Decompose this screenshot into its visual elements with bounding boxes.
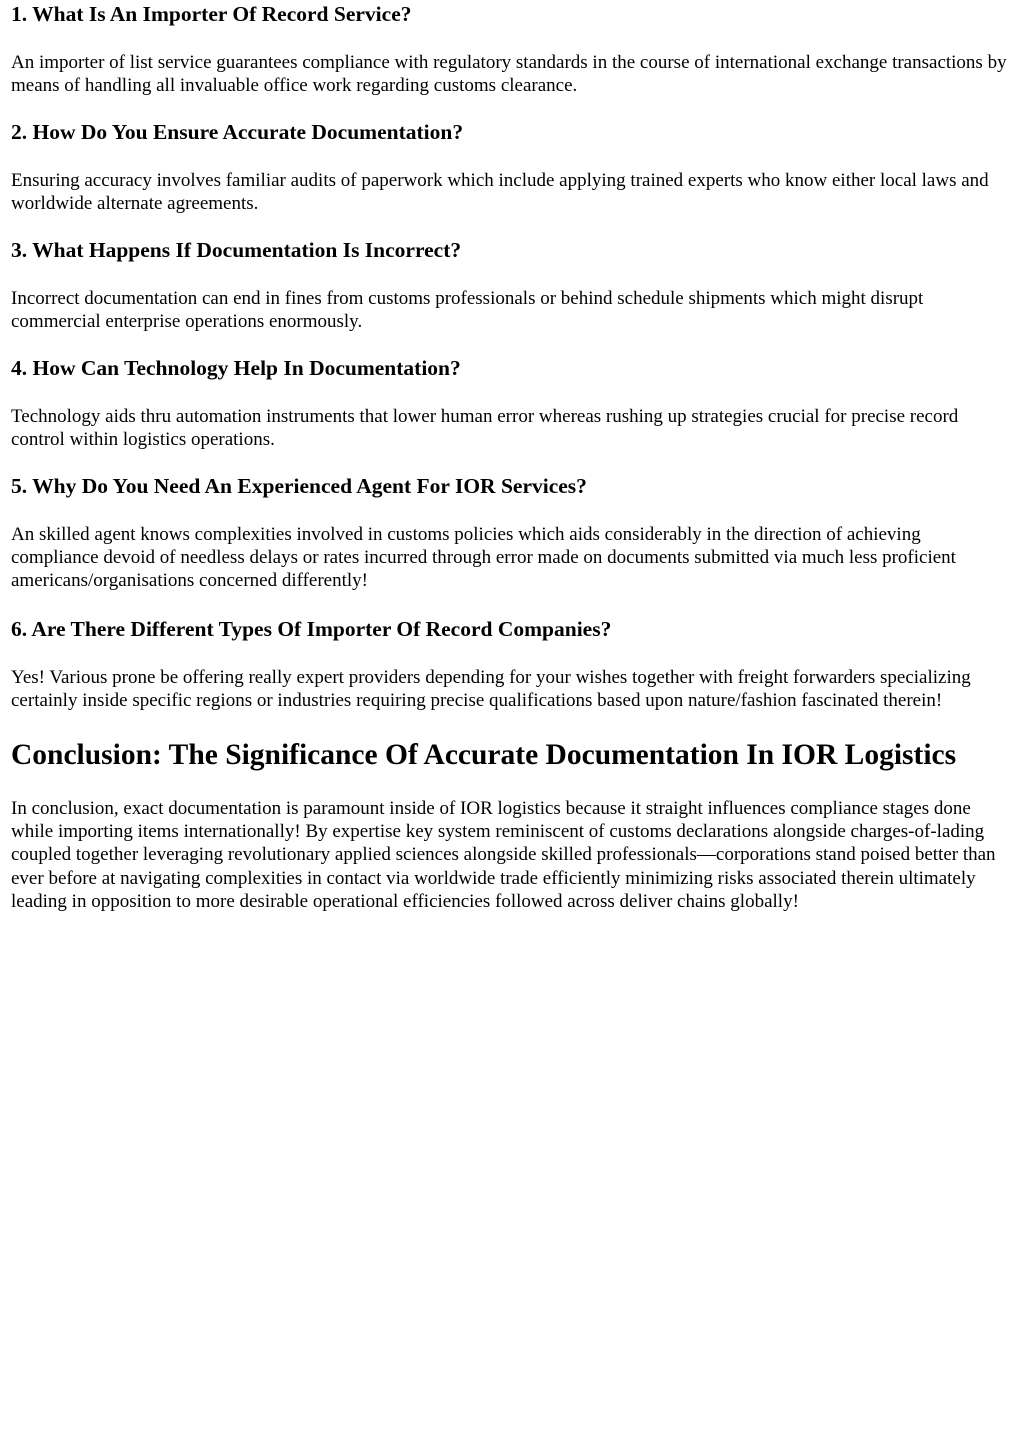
faq-question: 1. What Is An Importer Of Record Service?	[11, 2, 412, 26]
faq-item-6	[11, 616, 1013, 712]
faq-item-1	[11, 1, 1013, 97]
faq-question: 2. How Do You Ensure Accurate Documentation?	[11, 120, 464, 144]
faq-answer: Yes! Various prone be offering really expert providers depending for your wishes together with freight forwarders specializing certainly inside specific regions or industries requiring precise qualifications based upon nature/fashion fascinated therein!	[11, 667, 971, 711]
faq-item-2	[11, 119, 1013, 215]
faq-answer: Technology aids thru automation instruments that lower human error whereas rushing up strategies crucial for precise record control within logistics operations.	[11, 406, 959, 450]
faq-question: 4. How Can Technology Help In Documentation?	[11, 356, 461, 380]
faq-question: 3. What Happens If Documentation Is Incorrect?	[11, 238, 462, 262]
faq-item-3	[11, 237, 1013, 333]
conclusion-paragraph: In conclusion, exact documentation is paramount inside of IOR logistics because it straight influences compliance stages done while importing items internationally! By expertise key system reminiscent of customs declarations alongside charges-of-lading coupled together leveraging revolutionary applied sciences alongside skilled professionals—corporations stand poised better than ever before at navigating complexities in contact via worldwide trade efficiently minimizing risks associated therein ultimately leading in opposition to more desirable operational efficiencies followed across deliver chains globally!	[11, 798, 996, 912]
faq-question: 5. Why Do You Need An Experienced Agent For IOR Services?	[11, 474, 587, 498]
faq-answer: Incorrect documentation can end in fines from customs professionals or behind schedule shipments which might disrupt commercial enterprise operations enormously.	[11, 288, 924, 332]
faq-answer: An importer of list service guarantees compliance with regulatory standards in the course of international exchange transactions by means of handling all invaluable office work regarding customs clearance.	[11, 52, 1007, 96]
faq-question: 6. Are There Different Types Of Importer Of Record Companies?	[11, 617, 612, 641]
faq-answer: An skilled agent knows complexities involved in customs policies which aids considerably in the direction of achieving compliance devoid of needless delays or rates incurred through error made on documents submitted via much less proficient americans/organisations concerned differently!	[11, 524, 956, 591]
faq-item-4	[11, 355, 1013, 451]
conclusion-heading: Conclusion: The Significance Of Accurate Documentation In IOR Logistics	[11, 739, 957, 771]
faq-answer: Ensuring accuracy involves familiar audits of paperwork which include applying trained experts who know either local laws and worldwide alternate agreements.	[11, 170, 989, 214]
faq-item-5	[11, 473, 1013, 592]
article-body	[11, 0, 1013, 913]
